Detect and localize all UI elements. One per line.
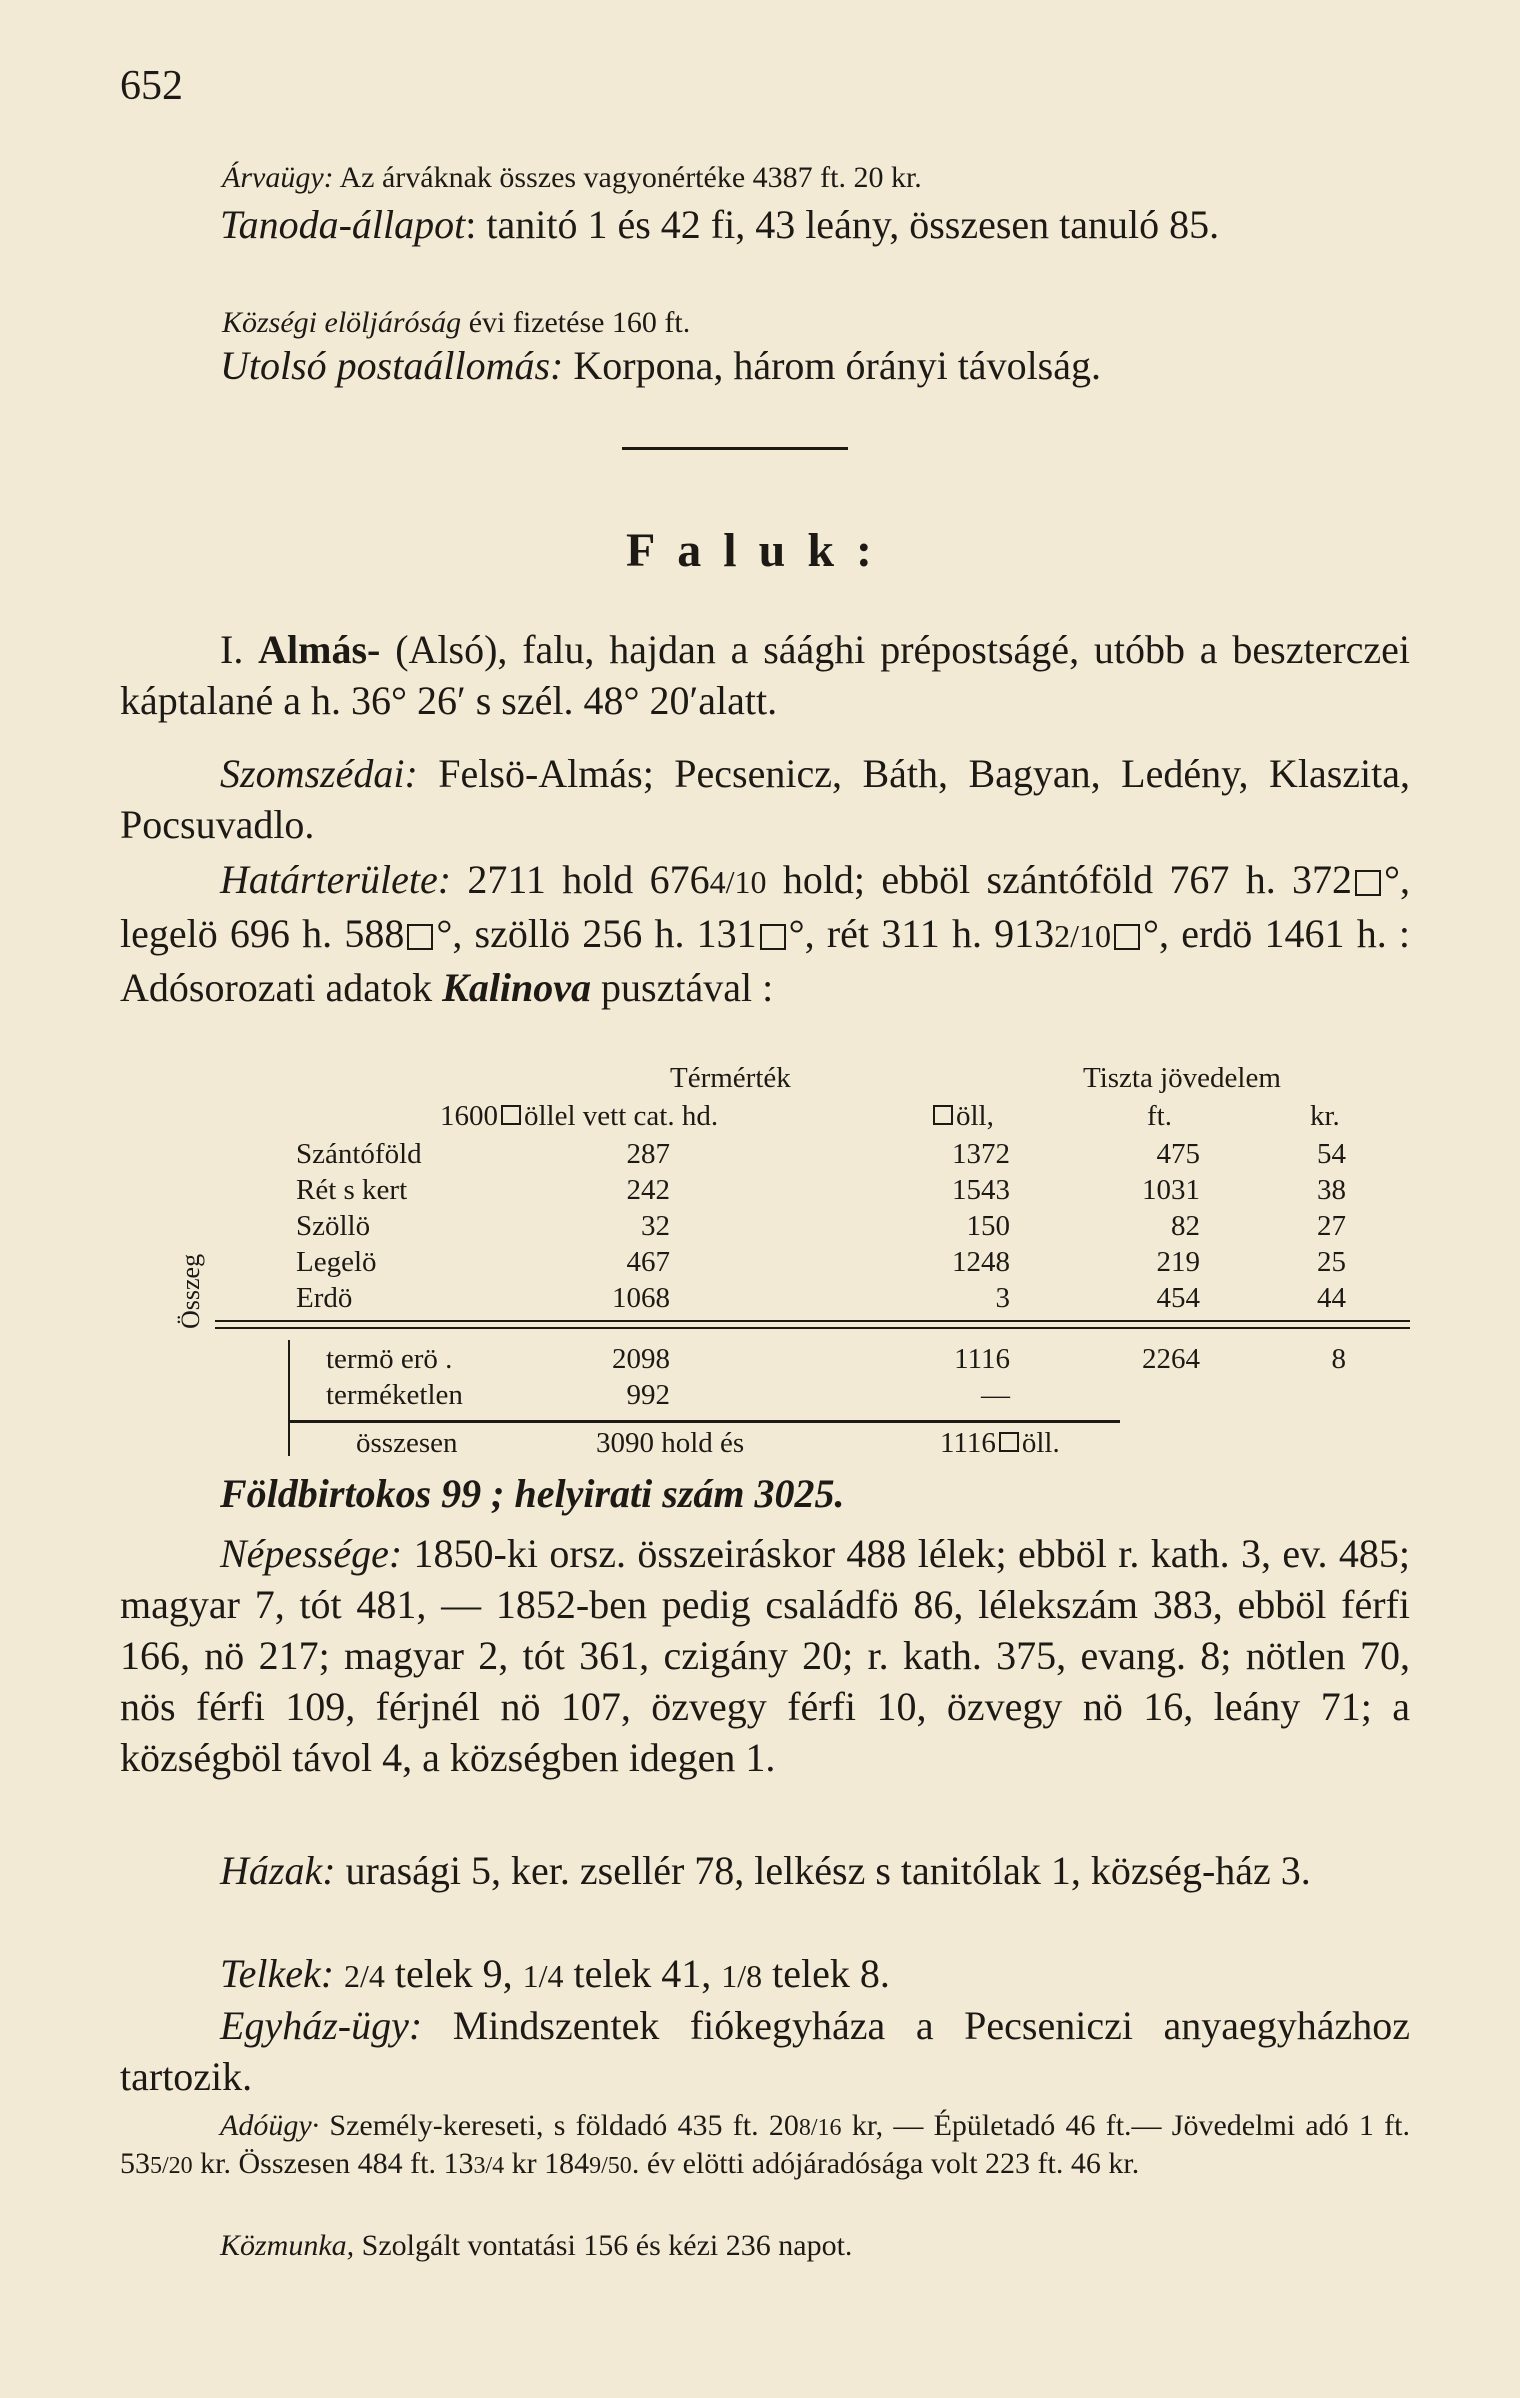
table-row-ft: 475 <box>1156 1138 1200 1170</box>
head-unit: öllel vett cat. hd. <box>524 1100 719 1132</box>
telkek-label: Telkek: <box>220 1951 335 1996</box>
adougy-frac3: 3/4 <box>473 2153 505 2179</box>
table-row-hd: 1068 <box>612 1282 670 1314</box>
adougy-t4: kr 184 <box>511 2147 590 2180</box>
sum-row-hd: 992 <box>626 1379 670 1411</box>
egyhaz-text: Mindszentek fiókegyháza a Pecseniczi anyaegyházhoz tartozik. <box>120 2003 1411 2099</box>
section-heading: Faluk: <box>625 524 895 577</box>
adougy-paragraph <box>120 2108 1410 2184</box>
table-head-1600 <box>440 1099 718 1133</box>
table-row-kr: 25 <box>1317 1246 1346 1278</box>
table-head-jovedelem: Tiszta jövedelem <box>1083 1062 1281 1094</box>
table-rule-double-2 <box>215 1327 1410 1329</box>
hatar-paragraph <box>120 854 1410 1013</box>
tanoda-text: : tanitó 1 és 42 fi, 43 leány, összesen tanuló 85. <box>465 202 1220 247</box>
foldbirtokos-line: Földbirtokos 99 ; helyirati szám 3025. <box>220 1471 845 1516</box>
szomszedai-label: Szomszédai: <box>220 751 418 796</box>
arvaugy-text: Az árváknak összes vagyonértéke 4387 ft. 20 kr. <box>339 161 922 194</box>
total-oll <box>940 1426 1060 1460</box>
posta-text: Korpona, három órányi távolság. <box>573 343 1101 388</box>
kozmunka-label: Közmunka, <box>220 2229 355 2262</box>
hatar-frac2: 2/10 <box>1054 918 1112 954</box>
kozmunka-text: Szolgált vontatási 156 és kézi 236 napot. <box>361 2229 853 2262</box>
table-head-termertek: Térmérték <box>670 1062 791 1094</box>
table-head-oll <box>930 1099 994 1133</box>
telkek-paragraph <box>120 1948 1410 2002</box>
egyhaz-label: Egyház-ügy: <box>220 2003 423 2048</box>
hatar-label: Határterülete: <box>220 857 452 902</box>
kalinova-name: Kalinova <box>442 965 592 1010</box>
sum-row-ft: 2264 <box>1142 1343 1200 1375</box>
adougy-frac4: 9/50 <box>589 2153 632 2179</box>
total-oll-value: 1116 <box>940 1427 996 1459</box>
square-symbol <box>760 924 786 950</box>
almas-text: (Alsó), falu, hajdan a sáághi prépostságé, utóbb a beszterczei káptalané a h. 36° 26′ s szél. 48° 20′alatt. <box>120 627 1411 723</box>
egyhaz-paragraph <box>120 2000 1410 2102</box>
table-row-ft: 82 <box>1171 1210 1200 1242</box>
kozmunka-paragraph <box>120 2228 1410 2264</box>
osszeg-side-label: Összeg <box>176 1253 205 1329</box>
sum-row-kr: 8 <box>1331 1343 1346 1375</box>
adougy-frac2: 5/20 <box>150 2153 193 2179</box>
hatar-p7: pusztával : <box>601 965 774 1010</box>
table-row-oll: 150 <box>966 1210 1010 1242</box>
total-oll-suffix: öll. <box>1021 1427 1060 1459</box>
head-1600-value: 1600 <box>440 1100 498 1132</box>
adougy-label: Adóügy· <box>220 2109 320 2142</box>
telkek-t1: telek 9, <box>394 1951 513 1996</box>
hatar-p3: °, legelö 696 h. 588 <box>120 857 1411 956</box>
sum-row-oll: 1116 <box>954 1343 1010 1375</box>
table-row-hd: 467 <box>626 1246 670 1278</box>
arvaugy-line <box>222 160 1222 196</box>
almas-number: I. <box>220 627 244 672</box>
telkek-t3: telek 8. <box>772 1951 890 1996</box>
osszeg-brace <box>288 1340 290 1456</box>
almas-name: Almás- <box>258 627 381 672</box>
adougy-t1: Személy-kereseti, s földadó 435 ft. 20 <box>329 2109 799 2142</box>
table-row-hd: 32 <box>641 1210 670 1242</box>
kozsegi-label: Községi elöljáróság <box>222 306 462 339</box>
table-row-kr: 44 <box>1317 1282 1346 1314</box>
almas-paragraph <box>120 624 1410 726</box>
nepesseg-text: 1850-ki orsz. összeiráskor 488 lélek; ebböl r. kath. 3, ev. 485; magyar 7, tót 481, — 1852-ben pedig családfö 86, lélekszám 383, ebböl férfi 166, nö 217; magyar 2, tót 361, czigány 20; r. kath. 375, evang. 8; nötlen 70, nös férfi 109, férjnél nö 107, özvegy férfi 10, özvegy nö 16, leány 71; a községböl távol 4, a községben idegen 1. <box>120 1531 1410 1780</box>
table-row-kr: 54 <box>1317 1138 1346 1170</box>
table-row-ft: 219 <box>1156 1246 1200 1278</box>
szomszedai-paragraph <box>120 748 1410 850</box>
adougy-t5: . év elötti adójáradósága volt 223 ft. 46 kr. <box>631 2147 1140 2180</box>
hatar-p6: °, erdö 1461 h. : Adósorozati adatok <box>120 911 1410 1010</box>
table-row-hd: 242 <box>626 1174 670 1206</box>
arvaugy-label: Árvaügy: <box>222 161 334 194</box>
square-symbol <box>999 1432 1019 1452</box>
table-row-oll: 1543 <box>952 1174 1010 1206</box>
table-head-kr: kr. <box>1310 1100 1340 1132</box>
sum-row-oll: — <box>981 1379 1010 1411</box>
hatar-p4: °, szöllö 256 h. 131 <box>436 911 757 956</box>
telkek-frac1: 2/4 <box>344 1958 385 1994</box>
sum-row-name: terméketlen <box>326 1379 463 1411</box>
telkek-frac3: 1/8 <box>721 1958 763 1994</box>
hazak-paragraph <box>120 1845 1410 1896</box>
sum-row-hd: 2098 <box>612 1343 670 1375</box>
table-row-oll: 3 <box>995 1282 1010 1314</box>
square-symbol <box>933 1105 953 1125</box>
square-symbol <box>1355 870 1381 896</box>
table-row-name: Szöllö <box>296 1210 371 1242</box>
adougy-t3: kr. Összesen 484 ft. 13 <box>200 2147 474 2180</box>
table-rule-double-1 <box>215 1320 1410 1322</box>
nepesseg-label: Népessége: <box>220 1531 403 1576</box>
posta-label: Utolsó postaállomás: <box>220 343 564 388</box>
adougy-frac1: 8/16 <box>798 2115 842 2141</box>
table-row-kr: 27 <box>1317 1210 1346 1242</box>
head-oll-text: öll, <box>956 1100 994 1132</box>
total-name: összesen <box>356 1427 458 1459</box>
telkek-frac2: 1/4 <box>522 1958 564 1994</box>
table-row-name: Legelö <box>296 1246 377 1278</box>
square-symbol <box>501 1105 521 1125</box>
kozsegi-line <box>222 305 1222 341</box>
table-row-name: Szántóföld <box>296 1138 422 1170</box>
kozsegi-text: évi fizetése 160 ft. <box>468 306 691 339</box>
table-row-name: Rét s kert <box>296 1174 408 1206</box>
square-symbol <box>407 924 433 950</box>
szomszedai-text: Felsö-Almás; Pecsenicz, Báth, Bagyan, Ledény, Klaszita, Pocsuvadlo. <box>120 751 1411 847</box>
table-row-ft: 1031 <box>1142 1174 1200 1206</box>
table-row-oll: 1372 <box>952 1138 1010 1170</box>
hatar-p5: °, rét 311 h. 913 <box>788 911 1055 956</box>
sum-row-name: termö erö . <box>326 1343 453 1375</box>
square-symbol <box>1114 924 1140 950</box>
table-row-hd: 287 <box>626 1138 670 1170</box>
page-number: 652 <box>120 63 183 109</box>
hatar-p1: 2711 hold 676 <box>467 857 710 902</box>
hatar-p2: hold; ebböl szántóföld 767 h. 372 <box>782 857 1353 902</box>
hazak-text: urasági 5, ker. zsellér 78, lelkész s tanitólak 1, község-ház 3. <box>345 1848 1311 1893</box>
tanoda-label: Tanoda-állapot <box>220 202 466 247</box>
posta-line <box>120 340 1410 391</box>
hatar-frac1: 4/10 <box>709 864 767 900</box>
section-divider <box>622 447 848 450</box>
nepesseg-paragraph <box>120 1528 1410 1783</box>
table-row-kr: 38 <box>1317 1174 1346 1206</box>
table-row-name: Erdö <box>296 1282 353 1314</box>
adougy-t2: kr, — Épületadó 46 ft.— Jövedelmi adó 1 ft. 53 <box>120 2109 1411 2180</box>
total-hd: 3090 hold és <box>596 1427 745 1459</box>
tanoda-line <box>120 199 1410 250</box>
table-head-ft: ft. <box>1147 1100 1172 1132</box>
hazak-label: Házak: <box>220 1848 336 1893</box>
telkek-t2: telek 41, <box>573 1951 712 1996</box>
total-rule <box>290 1420 1120 1423</box>
table-row-ft: 454 <box>1156 1282 1200 1314</box>
table-row-oll: 1248 <box>952 1246 1010 1278</box>
